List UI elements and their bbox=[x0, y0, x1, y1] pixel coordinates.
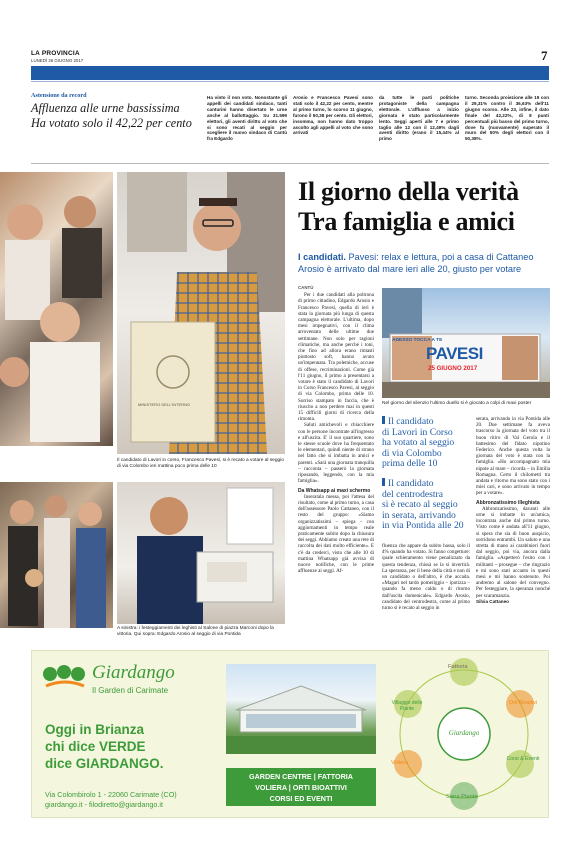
standfirst-text: Pavesi: relax e lettura, poi a casa di Cattaneo Arosio è arrivato dal mare ieri alle 20, giusto per votare bbox=[298, 252, 534, 274]
article-col3-p1: serata, arrivando in via Pontida alle 20. Due settimane fa aveva trascorso la giornata del voto tra il buon ritiro di Val Gerola e il battesimo del fidato nipotino Federico. Anche questa volta la giornata del voto è stata con la famiglia. «Ho accompagnato mia nipote al mare – ricorda – in Emilia Romagna. Certo il chilometri tra andata e ritorno ma sono stato con i miei cari, e sono arrivato in tempo per a votare». bbox=[476, 416, 550, 497]
wheel-corsi: Corsi & Eventi bbox=[506, 756, 540, 762]
poster-photo bbox=[382, 288, 550, 398]
brand-leaf-icon bbox=[42, 664, 88, 692]
page-number: 7 bbox=[541, 48, 548, 63]
wheel-villaggio: Villaggio delle Piante bbox=[391, 700, 423, 712]
pullquote-2-marker bbox=[382, 478, 385, 486]
page-date: LUNEDÌ 26 GIUGNO 2017 bbox=[31, 58, 84, 63]
ad-brand: Giardango bbox=[92, 662, 175, 683]
poster-date: 25 GIUGNO 2017 bbox=[428, 365, 478, 372]
poster-photo-caption: Nel giorno del silenzio l'ultimo duello si è giocato a colpi di maxi poster bbox=[382, 401, 532, 406]
ad-address: Via Colombirolo 1 - 22060 Carimate (CO) bbox=[45, 790, 177, 799]
teaser-col-3: da tutte le parti politiche protagoniste della campagna elettorale. L'afflusso a inizio giornata è stato particolarmente lento. Seggi aperti alle 7 e primo taglio alle 12 con il 12,49% dagli aventi diritto (erano il 15,44% al primo bbox=[379, 95, 459, 142]
header-bar-rule bbox=[31, 81, 549, 82]
ad-web[interactable]: giardango.it - filodiretto@giardango.it bbox=[45, 800, 163, 809]
article-col-3 bbox=[476, 416, 550, 635]
main-photo-candidate bbox=[117, 172, 285, 454]
wheel-fattoria: Fattoria bbox=[448, 664, 468, 670]
pullquote-2: Il candidato del centrodestra si è recato al seggio in serata, arrivando in via Pontida alle 20 bbox=[382, 478, 464, 532]
wheel-sana-pianta: Sana Pianta bbox=[446, 794, 478, 800]
bottom-photo-caption: A sinistra: i festeggiamenti dei leghisti al Salone di piazza Marconi dopo la vittoria. Qui sopra: Edgardo Arosio al seggio di via Pontida bbox=[117, 626, 274, 637]
article-signature: Silvia Cattaneo bbox=[476, 598, 509, 604]
article-col1-subhead: Da Whatsapp ai maxi schermo bbox=[298, 487, 371, 494]
teaser-divider bbox=[31, 163, 549, 164]
headline-line-1: Il giorno della verità bbox=[298, 177, 519, 206]
bottom-photo-arosio bbox=[117, 482, 285, 624]
main-photo bbox=[0, 172, 113, 446]
wheel-voliera: Voliera bbox=[391, 760, 409, 766]
ad-headline-1: Oggi in Brianza bbox=[45, 722, 145, 737]
article-col3-p2: Abbronzatissimo, davanti alle urne si imbatte in un'amica, incontrata anche dal primo turno. Visto come è andata all'11 giugno, si spera che sia di buon auspicio, sorridono entrambi. Un saluto e una stretta di mano ai carabinieri fuori dal seggio, poi via, ancora dalla famiglia. «Aspetterò l'esito con i militanti – prosegue – che ringrazio e mi sono stati accanto in questi mesi e mi hanno sostenuto. Poi andremo al salone del convegno. Per festeggiare, la speranza nonché per scaramanzia. bbox=[476, 505, 550, 599]
ad-banner-line-2: VOLIERA | ORTI BIOATTIVI bbox=[255, 783, 347, 792]
poster-name: PAVESI bbox=[426, 344, 483, 363]
ballot-label: MINISTERO DELL'INTERNO bbox=[138, 402, 191, 407]
ad-subtitle: Il Garden di Carimate bbox=[92, 686, 169, 695]
teaser-title-2: Ha votato solo il 42,22 per cento bbox=[31, 116, 192, 130]
ad-banner-line-3: CORSI ED EVENTI bbox=[269, 794, 333, 803]
teaser-col-1: Ha vinto il non voto. Nonostante gli appelli dei candidati sindaco, tanti canturini hanno disertato le urne anche al ballottaggio. Su 31.599 elettori, gli aventi diritto al voto che si sono recati al seggio per scegliere il nuovo sindaco di Cantù fra Edgardo bbox=[207, 95, 287, 142]
bottom-photo-celebration bbox=[0, 482, 113, 628]
main-photo-caption: Il candidato di Lavori in corso, Francesco Pavesi, si è recato a votare al seggio di via Colombo ieri mattina poco prima delle 10 bbox=[117, 458, 284, 469]
teaser-title-1: Affluenza alle urne bassissima bbox=[31, 101, 180, 115]
ad-headline-2: chi dice VERDE bbox=[45, 739, 146, 754]
ad-garden-photo bbox=[226, 664, 376, 754]
standfirst-label: I candidati. bbox=[298, 252, 346, 262]
ad-headline-3: dice GIARDANGO. bbox=[45, 756, 164, 771]
ad-banner bbox=[226, 768, 376, 806]
header-bar bbox=[31, 66, 549, 80]
pullquote-1-marker bbox=[382, 416, 385, 424]
article-col1-p3: Inseratala messa, poi l'attesa del risultato, come al primo turno, a casa dell'assessore Paolo Cattaneo, con il resto del gruppo: «Siamo organizzatissimi – spiega – con aggiornamenti in tempo reale praticamente subito dopo la chiusura dei seggi. Abbiamo creato una rete di raccolta dei dati molto efficiente». E c'è da crederci, visto che alle 10 di mattina Whatsapp già avvisa di nuove notifiche, con le prime affluenze ai seggi. Af- bbox=[298, 493, 374, 575]
poster-top-text: ADESSO TOCCA A TE bbox=[392, 338, 443, 343]
pullquote-1: Il candidato di Lavori in Corso ha votato al seggio di via Colombo prima delle 10 bbox=[382, 416, 455, 470]
wheel-orti: Orti Bioattivi bbox=[509, 700, 537, 706]
standfirst bbox=[298, 252, 550, 275]
article-col3-subhead: Abbronzatissimo illeghista bbox=[476, 499, 540, 506]
headline-line-2: Tra famiglia e amici bbox=[298, 207, 515, 236]
article-col2-p1: fluenza che appare da subito bassa, solo il 4% quando ha votato. Si fanno congetture: quale schieramento viene penalizzato da questa tendenza, chissà se la si invertirà. La speranza, per il bene della città e non di un candidato o dell'altro, è che accada. «Magari nel tardo pomeriggio – ipotizza – quando fa meno caldo o di ritorno dall'uscita domenicale». Edgardo Arosio, candidato del centrodestra, come al primo turno si è recato al seggio in bbox=[382, 543, 470, 612]
paper-name: LA PROVINCIA bbox=[31, 50, 80, 57]
teaser-kicker: Astensione da record bbox=[31, 92, 87, 99]
article-col-2 bbox=[382, 543, 470, 635]
article-col1-p2: Saluti amichevoli e chiacchiere con le persone incontrate all'ingresso e all'uscita. E' il suo quartiere, sono le stesse scuole dove ha frequentato le elementari, quindi niente di strano nel fatto che si imbatta in amici e parenti. «Sarà una giornata tranquilla – racconta – passerò la giornata riposando, leggendo, con la mia famiglia». bbox=[298, 422, 374, 485]
article-location: CANTÙ bbox=[298, 285, 314, 290]
wheel-center-label: Giardango bbox=[448, 729, 480, 737]
article-col1-p1: Per i due candidati alla poltrona di primo cittadino, Edgardo Arosio e Francesco Pavesi, quella di ieri è stata la giornata più lunga di questa campagna elettorale. L'ultima, dopo mesi impegnativi, con il clima arroventato delle ultime due settimane. Non solo per ragioni climatiche, ma anche perché i toni, che fino ad allora erano rimasti piuttosto soft, hanno avuto un'impennata. Tra polemiche, accuse di offese, recriminazioni. Come già l'11 giugno, il primo a presentarsi a votare è stato il candidato di Lavori in Corso Francesco Pavesi, al seggio di via Colombo, prima delle 10. Sorriso stampato in faccia, che è riuscito a non perdere mai in questi 15 difficili giorni di ricerca della rimonta. bbox=[298, 292, 374, 423]
teaser-col-2: Arosio e Francesco Pavesi sono stati solo il 42,22 per cento, mentre al primo turno, lo scorso 11 giugno, furono il 50,38 per cento. Gli elettori, insomma, non hanno dato troppo ascolto agli appelli al voto che sono arrivati bbox=[293, 95, 373, 136]
ad-banner-line-1: GARDEN CENTRE | FATTORIA bbox=[249, 772, 353, 781]
teaser-col-4: turno. Seconda proiezione alle 19 con il 29,31% contro il 36,63% dell'11 giugno scorso. Alle 23, infine, il dato finale del 42,22%, di 8 punti percentuali più basso del primo turno, dove fu (nuovamente) superato il muro del 50% degli elettori con il 50,38%. bbox=[465, 95, 549, 142]
article-col-1 bbox=[298, 285, 374, 635]
